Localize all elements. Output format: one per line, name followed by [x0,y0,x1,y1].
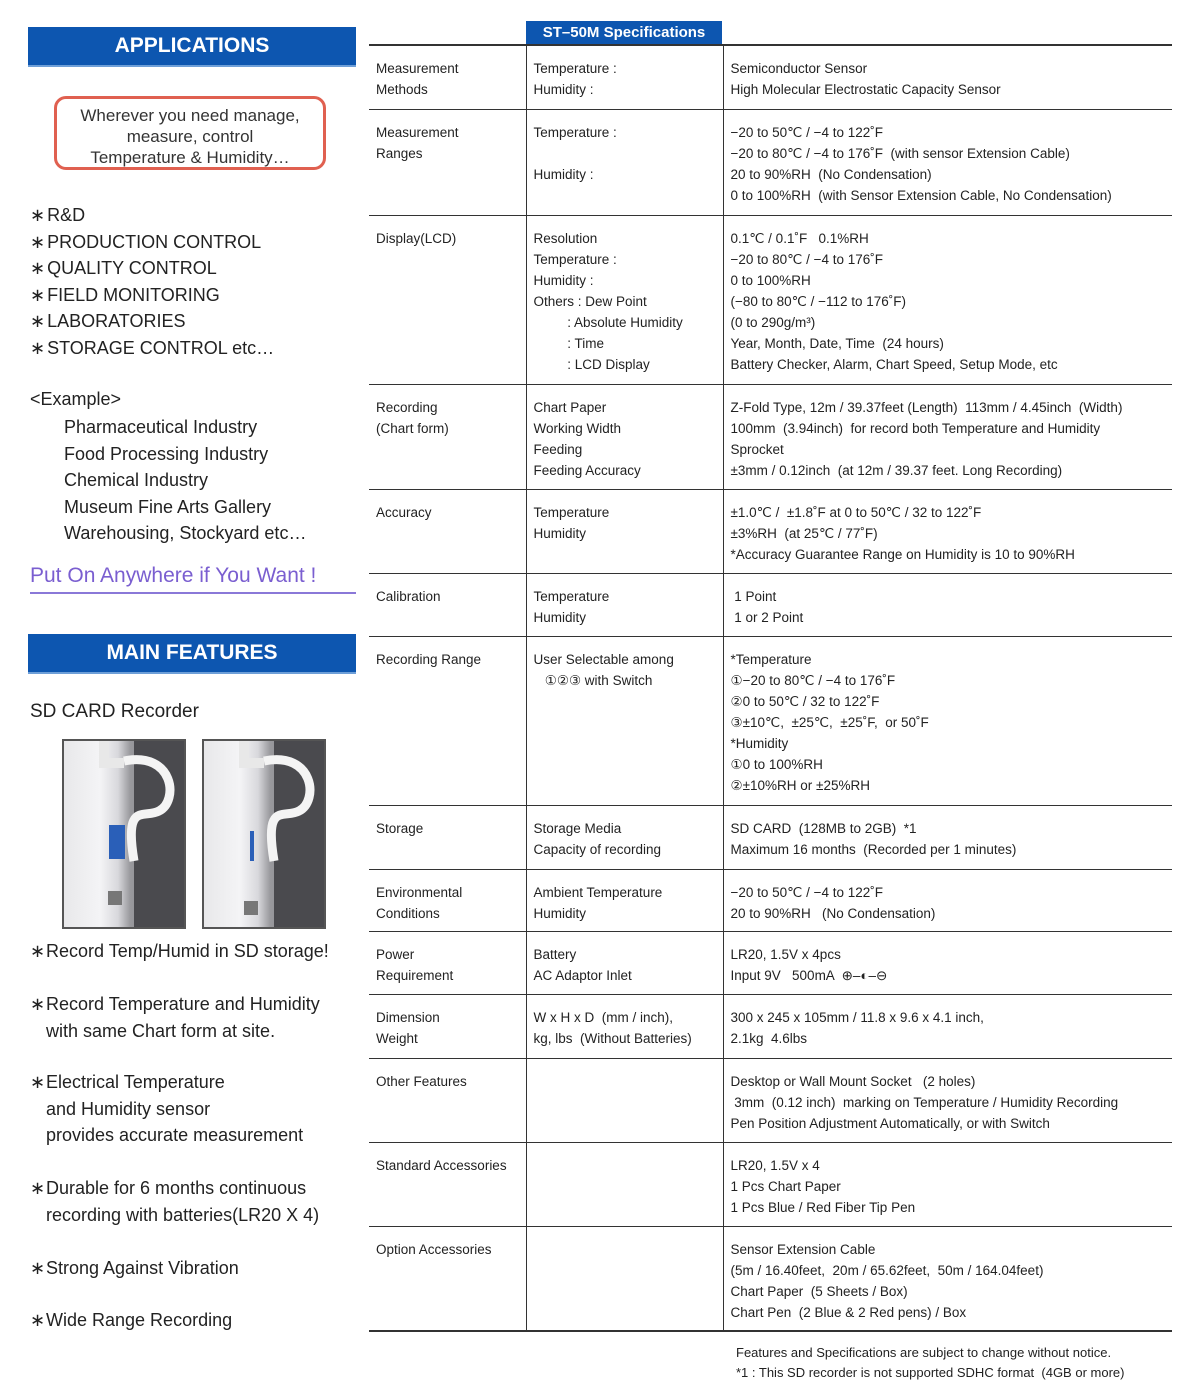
example-item: Museum Fine Arts Gallery [64,496,272,517]
spec-parameter: W x H x D (mm / inch), kg, lbs (Without Batteries) [526,994,723,1058]
spec-value: 1 Point 1 or 2 Point [723,573,1172,636]
footnote-line: *1 : This SD recorder is not supported SDHC format (4GB or more) [736,1365,1125,1380]
spec-value: ±1.0℃ / ±1.8˚F at 0 to 50℃ / 32 to 122˚F ±3%RH (at 25℃ / 77˚F) *Accuracy Guarantee Range on Humidity is 10 to 90%RH [723,489,1172,573]
spec-category: Calibration [369,573,526,636]
spec-parameter: Temperature Humidity [526,489,723,573]
spec-category: Environmental Conditions [369,869,526,931]
spec-table [369,44,1172,1332]
spec-row [369,636,1172,805]
feature-item: ∗Record Temperature and Humidity with same Chart form at site. [30,994,320,1041]
spec-row [369,931,1172,994]
application-item: ∗ STORAGE CONTROL etc… [30,335,274,362]
application-item: ∗ R&D [30,202,274,229]
sd-card-recorder-title: SD CARD Recorder [30,701,199,722]
spec-value: −20 to 50℃ / −4 to 122˚F −20 to 80℃ / −4 to 176˚F (with sensor Extension Cable) 20 to 90%RH (No Condensation) 0 to 100%RH (with Sensor Extension Cable, No Condensation) [723,109,1172,215]
spec-row [369,1142,1172,1226]
example-item: Chemical Industry [64,470,209,490]
spec-parameter: Battery AC Adaptor Inlet [526,931,723,994]
callout-line: Wherever you need manage, [80,106,300,125]
spec-row [369,1058,1172,1142]
spec-category: Power Requirement [369,931,526,994]
recorder-photo-right [202,739,326,929]
spec-value: 0.1℃ / 0.1˚F 0.1%RH −20 to 80℃ / −4 to 176˚F 0 to 100%RH (−80 to 80℃ / −112 to 176˚F) (0 to 290g/m³) Year, Month, Date, Time (24 hours) Battery Checker, Alarm, Chart Speed, Setup Mode, etc [723,215,1172,384]
example-item: Pharmaceutical Industry [64,417,258,437]
spec-category: Storage [369,805,526,869]
spec-parameter: User Selectable among ①②③ with Switch [526,636,723,805]
spec-parameter [526,1142,723,1226]
spec-category: Display(LCD) [369,215,526,384]
example-heading: <Example> [30,389,122,409]
spec-parameter [526,1226,723,1331]
applications-header: APPLICATIONS [28,27,356,67]
spec-category: Standard Accessories [369,1142,526,1226]
spec-category: Option Accessories [369,1226,526,1331]
application-item: ∗ LABORATORIES [30,308,274,335]
spec-category: Measurement Methods [369,45,526,109]
spec-row [369,109,1172,215]
spec-row [369,1226,1172,1331]
application-item: ∗ QUALITY CONTROL [30,255,274,282]
footnote [736,1343,1124,1383]
spec-value: Sensor Extension Cable (5m / 16.40feet, 20m / 65.62feet, 50m / 164.04feet) Chart Paper (5 Sheets / Box) Chart Pen (2 Blue & 2 Red pens) / Box [723,1226,1172,1331]
spec-value: 300 x 245 x 105mm / 11.8 x 9.6 x 4.1 inch, 2.1kg 4.6lbs [723,994,1172,1058]
spec-parameter: Ambient Temperature Humidity [526,869,723,931]
slogan: Put On Anywhere if You Want ! [30,564,356,594]
feature-item: ∗Record Temp/Humid in SD storage! [30,941,329,961]
spec-category: Recording (Chart form) [369,384,526,489]
applications-list [30,202,274,361]
spec-value: *Temperature ①−20 to 80℃ / −4 to 176˚F ②0 to 50℃ / 32 to 122˚F ③±10℃, ±25℃, ±25˚F, or 50˚F *Humidity ①0 to 100%RH ②±10%RH or ±25%RH [723,636,1172,805]
spec-row [369,805,1172,869]
spec-category: Other Features [369,1058,526,1142]
spec-title: ST–50M Specifications [526,21,722,45]
spec-row [369,215,1172,384]
main-features-header: MAIN FEATURES [28,634,356,674]
example-item: Warehousing, Stockyard etc… [64,523,307,543]
spec-row [369,384,1172,489]
spec-parameter: Chart Paper Working Width Feeding Feeding Accuracy [526,384,723,489]
spec-row [369,45,1172,109]
recorder-photo-left [62,739,186,929]
spec-parameter [526,1058,723,1142]
spec-value: −20 to 50℃ / −4 to 122˚F 20 to 90%RH (No Condensation) [723,869,1172,931]
applications-callout [54,96,326,170]
spec-value: LR20, 1.5V x 4 1 Pcs Chart Paper 1 Pcs Blue / Red Fiber Tip Pen [723,1142,1172,1226]
spec-category: Dimension Weight [369,994,526,1058]
feature-item: ∗Wide Range Recording [30,1310,233,1330]
example-item: Food Processing Industry [64,443,269,464]
application-item: ∗ PRODUCTION CONTROL [30,229,274,256]
callout-line: measure, control [126,127,254,146]
spec-parameter: Temperature : Humidity : [526,109,723,215]
spec-parameter: Storage Media Capacity of recording [526,805,723,869]
spec-row [369,869,1172,931]
feature-item: ∗Electrical Temperature and Humidity sensor provides accurate measurement [30,1072,304,1145]
spec-parameter: Temperature Humidity [526,573,723,636]
spec-category: Measurement Ranges [369,109,526,215]
application-item: ∗ FIELD MONITORING [30,282,274,309]
spec-parameter: Resolution Temperature : Humidity : Others : Dew Point : Absolute Humidity : Time : LCD Display [526,215,723,384]
spec-row [369,489,1172,573]
spec-parameter: Temperature : Humidity : [526,45,723,109]
footnote-line: Features and Specifications are subject to change without notice. [736,1345,1112,1360]
feature-item: ∗Strong Against Vibration [30,1258,239,1278]
spec-row [369,994,1172,1058]
feature-item: ∗Durable for 6 months continuous recording with batteries(LR20 X 4) [30,1178,320,1225]
spec-category: Accuracy [369,489,526,573]
spec-row [369,573,1172,636]
spec-value: Z-Fold Type, 12m / 39.37feet (Length) 113mm / 4.45inch (Width) 100mm (3.94inch) for record both Temperature and Humidity Sprocket ±3mm / 0.12inch (at 12m / 39.37 feet. Long Recording) [723,384,1172,489]
spec-value: Desktop or Wall Mount Socket (2 holes) 3mm (0.12 inch) marking on Temperature / Humidity Recording Pen Position Adjustment Automatically, or with Switch [723,1058,1172,1142]
spec-category: Recording Range [369,636,526,805]
example-list [64,414,306,547]
spec-value: LR20, 1.5V x 4pcs Input 9V 500mA ⊕–◐–⊖ [723,931,1172,994]
callout-line: Temperature & Humidity… [90,148,290,167]
spec-value: Semiconductor Sensor High Molecular Electrostatic Capacity Sensor [723,45,1172,109]
spec-value: SD CARD (128MB to 2GB) *1 Maximum 16 months (Recorded per 1 minutes) [723,805,1172,869]
